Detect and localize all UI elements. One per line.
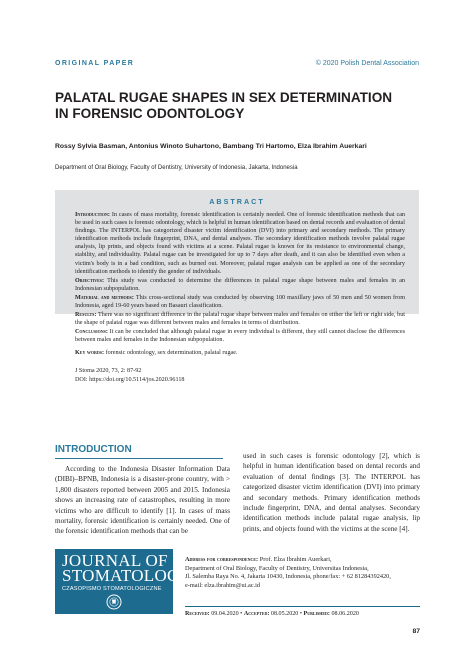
correspondence-name: Prof. Elza Ibrahim Auerkari, xyxy=(259,556,332,563)
authors: Rossy Sylvia Basman, Antonius Winoto Suhartono, Bambang Tri Hartomo, Elza Ibrahim Auerkari xyxy=(55,143,367,150)
correspondence-block xyxy=(185,556,420,590)
journal-logo-line-1: JOURNAL OF xyxy=(62,551,168,570)
affiliation: Department of Oral Biology, Faculty of Dentistry, University of Indonesia, Jakarta, Indonesia xyxy=(55,165,298,171)
journal-seal-icon xyxy=(106,594,122,610)
introduction-paragraph: According to the Indonesia Disaster Information Data (DIBI)–BPNB, Indonesia is a disaster-prone country, with > 1,800 disasters reported between 2005 and 2015. Indonesia shows an increasing rate of catastrophes, resulting in more victims who are difficult to identify [1]. In cases of mass mortality, forensic identification is certainly needed. One of the forensic identification methods that can be xyxy=(55,465,230,536)
received-date: 09.04.2020 xyxy=(211,611,239,617)
published-date: 08.06.2020 xyxy=(331,611,359,617)
correspondence-label: Address for correspondence: xyxy=(185,556,259,563)
correspondence-email[interactable]: e-mail: elza.ibrahim@ui.ac.id xyxy=(185,581,261,589)
keywords-label: Key words: xyxy=(75,350,105,356)
abstract-objectives xyxy=(75,277,405,293)
abstract-conclusions-label: Conclusions: xyxy=(75,329,108,336)
page-number: 87 xyxy=(412,628,420,635)
article-title xyxy=(55,90,419,122)
copyright-notice: © 2020 Polish Dental Association xyxy=(315,60,419,67)
journal-citation: J Stoma 2020, 73, 2: 87-92 xyxy=(75,368,142,374)
journal-logo-subtitle: CZASOPISMO STOMATOLOGICZNE xyxy=(62,586,162,592)
received-label: Received: xyxy=(185,611,210,617)
title-line-1: PALATAL RUGAE SHAPES IN SEX DETERMINATION xyxy=(55,90,393,105)
article-header xyxy=(55,60,419,67)
citation xyxy=(75,367,405,384)
abstract-methods xyxy=(75,294,405,310)
introduction-heading: INTRODUCTION xyxy=(55,444,132,455)
journal-logo-line-2: STOMATOLOGY xyxy=(62,566,193,585)
correspondence-divider xyxy=(185,606,420,607)
abstract-methods-label: Material and methods: xyxy=(75,294,134,301)
introduction-left-column xyxy=(55,464,230,537)
abstract-results-label: Results: xyxy=(75,312,97,319)
abstract-introduction-label: Introduction: xyxy=(75,212,110,218)
abstract-objectives-text: This study was conducted to determine the differences in palatal rugae shape between males and females in an Indonesian subpopulation. xyxy=(75,277,405,292)
abstract-introduction xyxy=(75,211,405,276)
article-dates xyxy=(185,611,425,617)
correspondence-address: Jl. Salemba Raya No. 4, Jakarta 10430, Indonesia, phone/fax: + 62 81284392420, xyxy=(185,573,391,580)
abstract-results-text: There was no significant difference in the palatal rugae shape between males and females on either the left or right side, but the shape of palatal rugae was different between males and females in terms of distribution. xyxy=(75,312,405,327)
keywords-text: forensic odontology, sex determination, palatal rugae. xyxy=(105,350,238,356)
abstract-heading: ABSTRACT xyxy=(209,197,265,206)
accepted-date: 08.05.2020 xyxy=(270,611,299,617)
date-separator-2: • xyxy=(299,611,304,617)
date-separator-1: • xyxy=(240,611,244,617)
accepted-label: Accepted: xyxy=(243,611,270,617)
abstract-results xyxy=(75,311,405,327)
abstract-methods-text: This cross-sectional study was conducted by observing 100 maxillary jaws of 50 men and 50 women from Indonesia, aged 19-60 years based on Basauri classification. xyxy=(75,294,405,310)
abstract-introduction-text: In cases of mass mortality, forensic identification is certainly needed. One of forensic identification methods that can be used in such cases is forensic odontology, which is helpful in human identification based on dental records and evaluation of dental findings. The INTERPOL has categorized disaster victim identification (DVI) into primary and secondary methods. The primary identification methods include fingerprint, DNA, and dental analyses. The secondary identification methods involve palatal rugae analysis, lip prints, and objects found with victims at a scene. Palatal rugae is known for its resistance to environmental change, stability, and individuality. Palatal rugae can be investigated for up to 7 days after death, and it can also be identified even when a victim's body is in a bad condition, such as burned out. Moreover, palatal rugae analysis can be applied as one of the secondary identification methods to identify the gender of individuals. xyxy=(75,212,405,275)
abstract-conclusions xyxy=(75,328,405,344)
published-label: Published: xyxy=(303,611,330,617)
abstract-conclusions-text: It can be concluded that although palatal rugae in every individual is different, they still cannot disclose the differences between males and females in the Indonesian subpopulation. xyxy=(75,329,405,344)
correspondence-name-line xyxy=(185,556,420,565)
abstract-objectives-label: Objectives: xyxy=(75,277,105,284)
title-line-2: IN FORENSIC ODONTOLOGY xyxy=(55,106,245,121)
keywords xyxy=(75,350,405,356)
correspondence-department: Department of Oral Biology, Faculty of Dentistry, Universitas Indonesia, xyxy=(185,564,369,572)
article-type-label: ORIGINAL PAPER xyxy=(55,60,135,67)
introduction-divider xyxy=(55,458,223,459)
doi-link[interactable]: DOI: https://doi.org/10.5114/jos.2020.96118 xyxy=(75,376,185,383)
abstract-body xyxy=(75,211,405,346)
introduction-right-column: used in such cases is forensic odontology [2], which is helpful in human identification based on dental records and evaluation of dental findings [3]. The INTERPOL has categorized disaster victim identification (DVI) into primary and secondary methods. Primary identification methods include fingerprint, DNA, and dental analyses. Secondary identification methods include palatal rugae analysis, lip prints, and objects found with the victims at the scene [4]. xyxy=(243,452,420,533)
